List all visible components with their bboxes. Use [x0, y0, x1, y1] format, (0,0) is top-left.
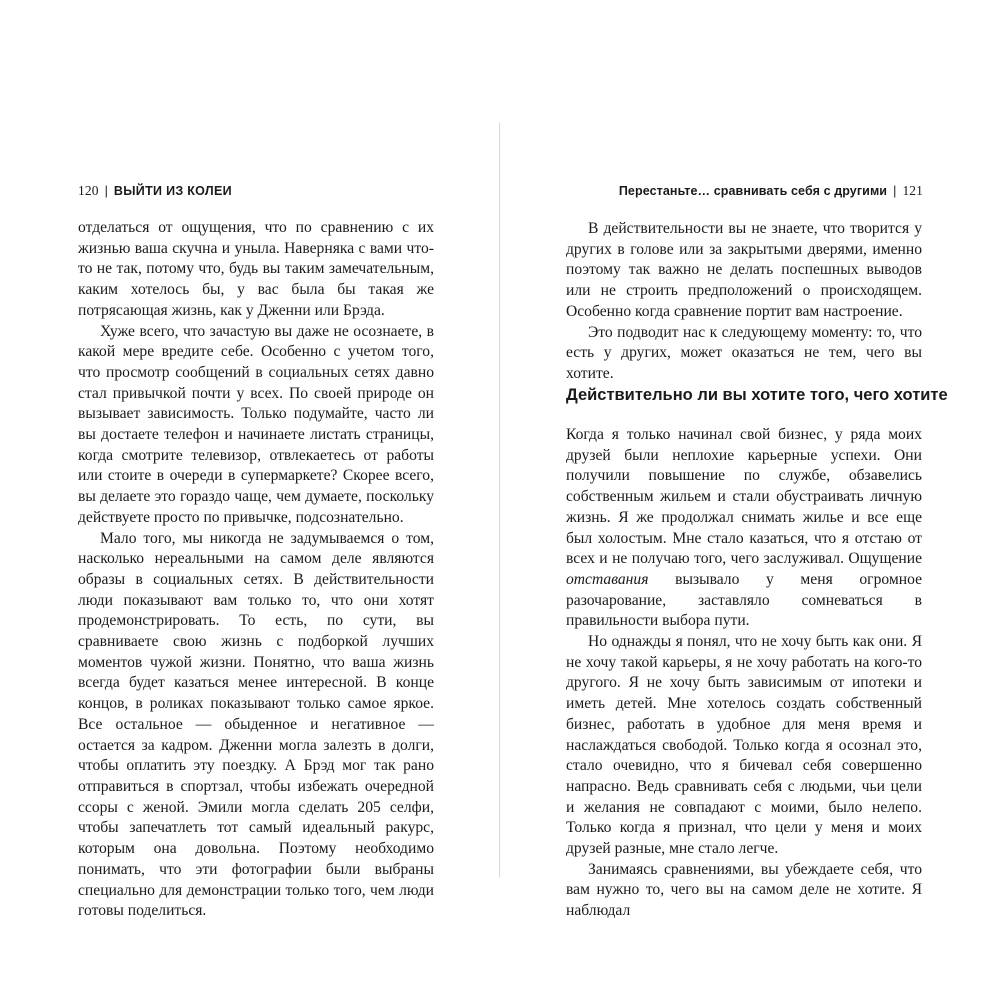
right-section-paragraph-3: Занимаясь сравнениями, вы убеждаете себя, что вам нужно то, чего вы на самом деле не хотите. Я наблюдал — [566, 860, 922, 920]
left-paragraph-3: Мало того, мы никогда не задумываемся о том, насколько нереальными на самом деле являются образы в социальных сетях. В действительности люди показывают вам только то, что они хотят продемонстрировать. То есть, по сути, вы сравниваете свою жизнь с подборкой лучших моментов чужой жизни. Понятно, что ваша жизнь всегда будет казаться менее интересной. В конце концов, в роликах показывают только самое яркое. Все остальное — обыденное и негативное — остается за кадром. Дженни могла залезть в долги, чтобы оплатить эту поездку. А Брэд мог так рано отправиться в спортзал, чтобы избежать очередной ссоры с женой. Эмили могла сделать 205 селфи, чтобы запечатлеть тот самый идеальный ракурс, которым она довольна. Поэтому необходимо понимать, что эти фотографии были выбраны специально для демонстрации только того, чем люди готовы поделиться. — [78, 529, 434, 920]
right-running-title: Перестаньте… сравнивать себя с другими — [618, 184, 888, 198]
right-section-text — [566, 425, 922, 922]
paragraph-text-end: вызывало у меня огромное разочарование, заставляло сомневаться в правильности выбора пути. — [566, 570, 922, 630]
right-running-head — [619, 183, 923, 199]
right-page — [500, 0, 1000, 1000]
header-divider: | — [104, 184, 108, 198]
right-intro-text — [566, 219, 922, 385]
left-paragraph-2: Хуже всего, что зачастую вы даже не осознаете, в какой мере вредите себе. Особенно с учетом того, что просмотр сообщений в социальных сетях давно стал привычкой почти у всех. По своей природе он вызывает зависимость. Только подумайте, часто ли вы достаете телефон и начинаете листать страницы, когда смотрите телевизор, отвлекаетесь от работы или стоите в очереди в супермаркете? Скорее всего, вы делаете это гораздо чаще, чем думаете, поскольку действуете просто по привычке, подсознательно. — [78, 322, 434, 526]
right-intro-paragraph-2: Это подводит нас к следующему моменту: то, что есть у других, может оказаться не тем, чего вы хотите. — [566, 323, 922, 382]
left-page-number: 120 — [78, 183, 99, 198]
paragraph-text-start: Когда я только начинал свой бизнес, у ряда моих друзей были неплохие карьерные успехи. Они получили повышение по службе, обзавелись собственным жильем и стали обустраивать личную жизнь. Я же продолжал снимать жилье и все еще был холостым. Мне стало казаться, что я отстаю от всех и не получаю того, чего заслуживал. Ощущение — [566, 426, 922, 568]
left-running-title: ВЫЙТИ ИЗ КОЛЕИ — [113, 184, 232, 198]
section-heading: Действительно ли вы хотите того, чего хотите — [566, 386, 948, 404]
right-section-paragraph-2: Но однажды я понял, что не хочу быть как они. Я не хочу такой карьеры, я не хочу работать на кого-то другого. Я не хочу быть зависимым от ипотеки и иметь детей. Мне хотелось создать собственный бизнес, работать в удобное для меня время и наслаждаться свободой. Только когда я осознал это, стало очевидно, что я бичевал себя совершенно напрасно. Ведь сравнивать себя с людьми, чьи цели и желания не совпадают с моими, было нелепо. Только когда я признал, что цели у меня и моих друзей разные, мне стало легче. — [566, 633, 922, 858]
left-body-text — [78, 218, 434, 922]
header-divider: | — [893, 184, 897, 198]
right-intro-paragraph-1: В действительности вы не знаете, что творится у других в голове или за закрытыми дверями, именно поэтому так важно не делать поспешных выводов или не строить предположений о происходящем. Особенно когда сравнение портит вам настроение. — [566, 220, 922, 320]
left-paragraph-1: отделаться от ощущения, что по сравнению с их жизнью ваша скучна и уныла. Наверняка с вами что-то не так, потому что, будь вы таким замечательным, каким хотелось бы, у вас была бы такая же потрясающая жизнь, как у Дженни или Брэда. — [78, 219, 434, 319]
italic-word: отставания — [566, 570, 649, 588]
right-section-paragraph-1 — [566, 425, 922, 632]
left-running-head — [78, 183, 232, 199]
right-page-number: 121 — [902, 183, 923, 198]
